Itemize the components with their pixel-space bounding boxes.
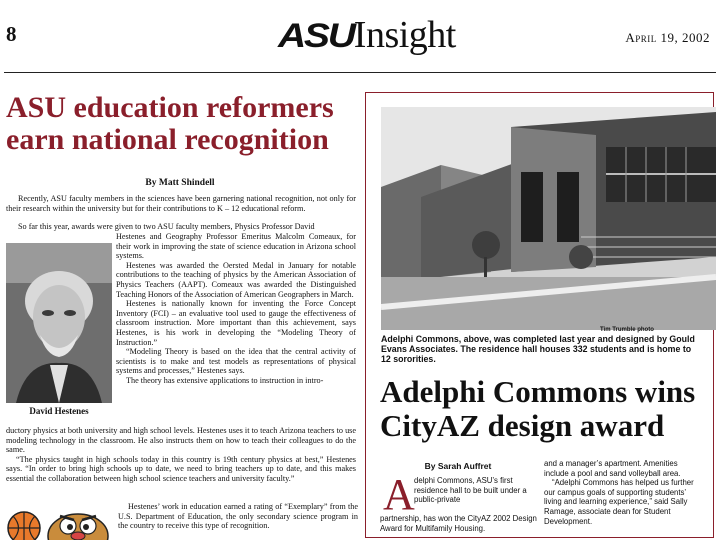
photo-credit: Tim Trumble photo	[600, 327, 654, 333]
right-col1-lead: delphi Commons, ASU’s first residence hall to be built under a public-private	[414, 476, 527, 505]
drop-cap: A	[383, 470, 415, 519]
right-byline: By Sarah Auffret	[424, 461, 492, 471]
basketball-mascot-icon	[4, 496, 114, 540]
hestenes-portrait-image	[6, 243, 112, 403]
left-para-1: Recently, ASU faculty members in the sciences have been garnering national recognition, not only for their research within the university but for their contributions to K – 12 educational reform.	[6, 194, 356, 213]
right-headline-line1: Adelphi Commons wins	[380, 374, 696, 409]
adelphi-building-image	[381, 107, 716, 330]
hestenes-photo	[6, 243, 112, 403]
left-wrap-para: The theory has extensive applications to instruction in intro-	[126, 375, 324, 385]
left-full-para: ductory physics at both university and high school levels. Hestenes uses it to teach Arizona teachers to use modeling technology in the classroom. He also instructs them on how to teach their colleagues to do the same.	[6, 426, 356, 455]
left-wrap-para: “Modeling Theory is based on the idea that the central activity of scientists is to make and test models as representations of physical systems and processes,” Hestenes says.	[116, 347, 356, 376]
masthead-asu: ASU	[278, 17, 354, 55]
header-rule	[4, 72, 716, 73]
left-headline-line1: ASU education reformers	[6, 91, 334, 124]
adelphi-caption: Adelphi Commons, above, was completed last year and designed by Gould Evans Associates. The residence hall houses 332 students and is home to 12 sororities.	[381, 334, 695, 364]
hestenes-caption: David Hestenes	[29, 406, 89, 416]
right-headline-line2: CityAZ design award	[380, 408, 665, 443]
right-col2-para: and a manager’s apartment. Amenities include a pool and sand volleyball area.	[544, 459, 681, 478]
issue-date: April 19, 2002	[625, 30, 710, 45]
left-wrap-para: Hestenes is nationally known for inventing the Force Concept Inventory (FCI) – an evaluative tool used to gauge the effectiveness of classroom instruction. More important than this achievement, says Hestenes, is his work in developing the “Modeling Theory of Instruction.”	[116, 299, 356, 347]
page-number: 8	[6, 22, 17, 46]
masthead-logo	[278, 10, 456, 56]
masthead-insight: Insight	[353, 14, 456, 56]
left-para-2-start: So far this year, awards were given to two ASU faculty members, Physics Professor David	[18, 222, 315, 231]
right-col1-tail: partnership, has won the CityAZ 2002 Design Award for Multifamily Housing.	[380, 514, 537, 533]
right-col2	[544, 459, 704, 526]
adelphi-photo	[381, 107, 716, 330]
left-full-para: “The physics taught in high schools today in this country is 19th century physics at best,” Hestenes says. “In order to bring high schools up to date, we need to bring teachers up to date, and this makes essential the collaboration between high school science teachers and university faculty.”	[6, 454, 356, 483]
left-wrap-column	[116, 232, 356, 386]
mascot-illustration	[4, 496, 114, 540]
left-wrap-para: Hestenes was awarded the Oersted Medal in January for notable contributions to the teaching of physics by the American Association of Physics Teachers (AAPT). Comeaux was awarded the Distinguished Teaching Honors of the Association of American Geographers in March.	[116, 260, 356, 299]
right-headline	[380, 375, 710, 443]
left-wrap-para: Hestenes and Geography Professor Emeritus Malcolm Comeaux, for their work in improving the state of science education in Arizona school systems.	[116, 232, 356, 261]
left-headline-line2: earn national recognition	[6, 123, 329, 156]
left-bottom-para-text: Hestenes’ work in education earned a rating of “Exemplary” from the U.S. Department of Education, the only secondary science program in the country to receive this type of recognition.	[118, 502, 358, 531]
left-bottom-para	[118, 502, 358, 531]
right-col2-para: “Adelphi Commons has helped us further our campus goals of supporting students’ living and learning experience,” said Sally Ramage, associate dean for Student Development.	[544, 478, 694, 526]
left-full-width-text	[6, 426, 356, 484]
left-byline: By Matt Shindell	[145, 178, 215, 188]
left-headline	[6, 92, 356, 156]
